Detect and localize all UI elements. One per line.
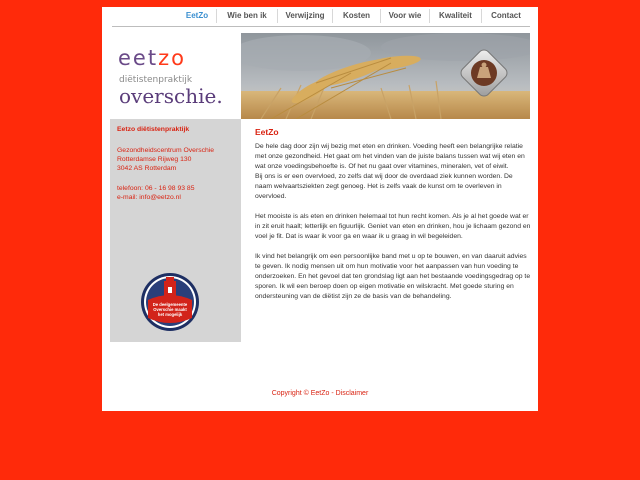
address-line: 3042 AS Rotterdam	[117, 165, 177, 172]
hero-banner	[241, 33, 530, 119]
address-line: Rotterdamse Rijweg 130	[117, 156, 192, 163]
emblem-text-line: het mogelijk	[157, 312, 183, 317]
emblem-text-line: De deelgemeente	[152, 302, 188, 307]
nav-kwaliteit[interactable]: Kwaliteit	[439, 11, 472, 20]
logo-subtitle: diëtistenpraktijk	[119, 75, 193, 85]
content-paragraph: Ik vind het belangrijk om een persoonlijke band met u op te bouwen, en van daaruit advies te geven. Ik nodig mensen uit om hun motivatie voor het aanpassen van hun voeding te onderzoeken. En het gevoel dat ten grondslag ligt aan het bestaande voedingsgedrag op te sporen. Ik wil een beroep doen op eigen motivatie en wilskracht. Met goede sturing en ondersteuning van de diëtist zijn ze de basis van de behandeling.	[255, 253, 531, 300]
nav-underline	[112, 26, 530, 27]
content-paragraph: Het mooiste is als eten en drinken helemaal tot hun recht komen. Als je al het goede wat er in zit eruit haalt; letterlijk en figuurlijk. Geniet van eten en drinken, hou je lichaam gezond en voel je fit. Dat is waar ik voor ga en waar ik u graag in wil begeleiden.	[255, 213, 531, 240]
footer-copyright[interactable]: Copyright © EetZo - Disclaimer	[271, 390, 369, 397]
wheat-field-photo	[241, 33, 530, 119]
phone-number: telefoon: 06 - 16 98 93 85	[117, 185, 195, 192]
nav-wie-ben-ik[interactable]: Wie ben ik	[227, 11, 267, 20]
sidebar-title: Eetzo diëtistenpraktijk	[117, 126, 190, 133]
contact-sidebar	[110, 119, 241, 342]
overschie-emblem[interactable]	[140, 272, 200, 332]
logo-town: overschie.	[119, 84, 223, 108]
nav-verwijzing[interactable]: Verwijzing	[285, 11, 325, 20]
content-paragraph: De hele dag door zijn wij bezig met eten en drinken. Voeding heeft een belangrijke relatie met onze gezondheid. Het gaat om het vinden van de juiste balans tussen wat wij eten en wat onze voedingsbehoefte is. Of het nu gaat over vitamines, mineralen, vet of eiwit. Bij ons is er een overvloed, zo zelfs dat wij door de overdaad ziek kunnen worden. De naam welvaartsziekten zegt genoeg. Het is zelfs vaak de kunst om te overleven in overvloed.	[255, 143, 525, 200]
main-content	[255, 142, 531, 312]
page-container	[102, 7, 538, 411]
nav-contact[interactable]: Contact	[491, 11, 521, 20]
content-title: EetZo	[255, 127, 279, 137]
nav-kosten[interactable]: Kosten	[342, 11, 371, 20]
email-link[interactable]: e-mail: info@eetzo.nl	[117, 194, 181, 201]
nav-voor-wie[interactable]: Voor wie	[388, 11, 422, 20]
site-logo[interactable]	[110, 34, 241, 118]
address-line: Gezondheidscentrum Overschie	[117, 147, 215, 154]
emblem-text-line: Overschie maakt	[153, 307, 187, 312]
nav-eetzo[interactable]: EetZo	[185, 11, 209, 20]
logo-wordmark: eetzo	[118, 46, 186, 70]
main-nav	[102, 7, 538, 26]
